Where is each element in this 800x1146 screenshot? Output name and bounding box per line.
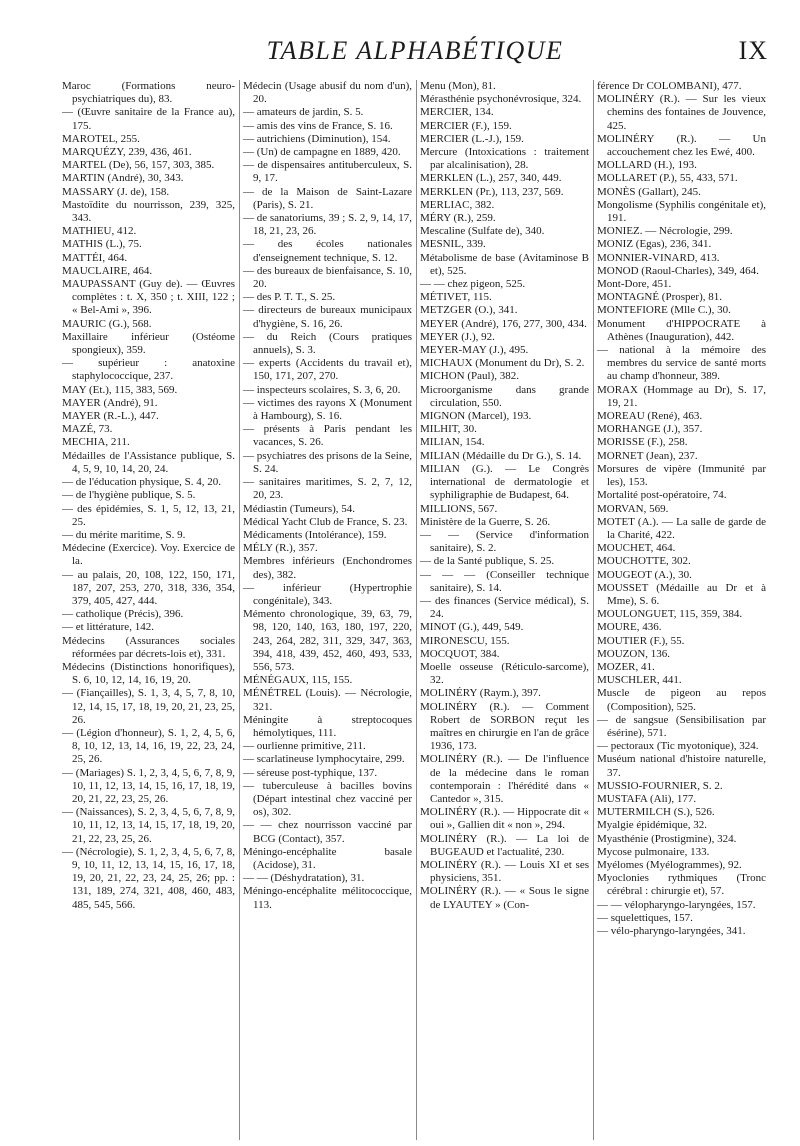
index-entry: Muséum national d'histoire naturelle, 37. [597,753,766,779]
index-entry: Myasthénie (Prostigmine), 324. [597,832,737,845]
index-entry: MORISSE (F.), 258. [597,436,688,449]
index-entry: Mortalité post-opératoire, 74. [597,489,727,502]
index-entry: Microorganisme dans grande circulation, 550. [420,383,589,409]
index-entry: MERCIER (F.), 159. [420,119,512,132]
index-entry: — des P. T. T., S. 25. [243,291,336,304]
index-entry: Mérasthénie psychonévrosique, 324. [420,93,582,106]
index-column-2 [239,80,416,1140]
index-entry: Maxillaire inférieur (Ostéome spongieux), 359. [62,330,235,357]
index-entry: MOUCHOTTE, 302. [597,555,691,568]
index-entry: — — chez nourrisson vacciné par BCG (Contact), 357. [243,819,412,845]
index-entry: Myélomes (Myélogrammes), 92. [597,858,742,871]
index-entry: MEYER (J.), 92. [420,330,495,343]
page-header [62,36,768,74]
index-entry: — — vélopharyngo-laryngées, 157. [597,898,756,911]
index-entry: Médailles de l'Assistance publique, S. 4, 5, 9, 10, 14, 20, 24. [62,449,235,475]
index-entry: — — (Déshydratation), 31. [243,872,365,885]
index-entry: MARTIN (André), 30, 343. [62,172,184,185]
index-entry: MOULONGUET, 115, 359, 384. [597,608,743,621]
index-entry: MAYER (André), 91. [62,396,158,409]
index-entry: MOLINÉRY (R.). — Hippocrate dit « oui », Gallien dit « non », 294. [420,806,589,832]
index-entry: Moelle osseuse (Réticulo-sarcome), 32. [420,660,589,687]
index-entry: MERCIER, 134. [420,106,494,119]
index-entry: MILHIT, 30. [420,423,477,436]
index-entry: MOURE, 436. [597,621,662,634]
index-entry: MOLINÉRY (Raym.), 397. [420,687,541,700]
index-entry: Mescaline (Sulfate de), 340. [420,225,545,238]
index-entry: MIRONESCU, 155. [420,634,510,647]
index-entry: Médecins (Distinctions honorifiques), S. 6, 10, 12, 14, 16, 19, 20. [62,660,235,687]
index-entry: MEYER-MAY (J.), 495. [420,344,529,357]
index-entry: MORHANGE (J.), 357. [597,423,703,436]
index-entry: — et littérature, 142. [62,621,154,634]
index-entry: MOLINÉRY (R.). — Louis XI et ses physiciens, 351. [420,858,589,885]
index-entry: — des finances (Service médical), S. 24. [420,594,589,621]
index-entry: férence Dr COLOMBANI), 477. [597,80,742,92]
index-entry: MAROTEL, 255. [62,132,140,145]
index-entry: — au palais, 20, 108, 122, 150, 171, 187, 207, 253, 270, 318, 336, 354, 379, 405, 427, 444. [62,568,235,607]
index-entry: MERKLEN (Pr.), 113, 237, 569. [420,185,564,198]
index-entry: Morsures de vipère (Immunité par les), 153. [597,462,766,489]
index-entry: — autrichiens (Diminution), 154. [243,132,391,145]
index-column-4 [593,80,770,1140]
index-entry: — scarlatineuse lymphocytaire, 299. [243,753,405,766]
index-entry: MAUCLAIRE, 464. [62,264,153,277]
index-entry: MÉLY (R.), 357. [243,542,318,555]
index-entry: — de sangsue (Sensibilisation par ésérine), 571. [597,713,766,739]
index-entry: Médecins (Assurances sociales réformées par décrets-lois et), 331. [62,634,235,660]
index-entry: — experts (Accidents du travail et), 150, 171, 207, 270. [243,357,412,383]
index-entry: MASSARY (J. de), 158. [62,185,170,198]
index-entry: Mongolisme (Syphilis congénitale et), 191. [597,198,766,225]
index-entry: — du Reich (Cours pratiques annuels), S. 3. [243,330,412,357]
index-entry: — — chez pigeon, 525. [420,278,526,291]
index-entry: — de l'hygiène publique, S. 5. [62,489,196,502]
index-entry: — — — (Conseiller technique sanitaire), S. 14. [420,568,589,594]
index-entry: — du mérite maritime, S. 9. [62,528,186,541]
index-entry: MONÈS (Gallart), 245. [597,185,701,198]
index-entry: Médicaments (Intolérance), 159. [243,528,387,541]
index-entry: MECHIA, 211. [62,436,130,449]
index-entry: — de la Maison de Saint-Lazare (Paris), S. 21. [243,185,412,211]
index-entry: MOCQUOT, 384. [420,647,500,660]
index-entry: MONTAGNÉ (Prosper), 81. [597,291,722,304]
index-entry: MOLINÉRY (R.). — La loi de BUGEAUD et l'actualité, 230. [420,832,589,858]
index-entry: — national à la mémoire des membres du service de santé morts au champ d'honneur, 389. [597,344,766,383]
index-entry: MICHON (Paul), 382. [420,370,519,383]
index-entry: Membres inférieurs (Enchondromes des), 382. [243,555,412,581]
index-entry: MILIAN, 154. [420,436,485,449]
index-entry: MOZER, 41. [597,660,655,673]
index-entry: MONIZ (Egas), 236, 341. [597,238,712,251]
index-entry: — directeurs de bureaux municipaux d'hygiène, S. 16, 26. [243,304,412,330]
index-entry: MOLINÉRY (R.). — Comment Robert de SORBON reçut les maîtres en chirurgie en l'an de grâce 1936, 173. [420,700,589,753]
index-entry: MEYER (André), 176, 277, 300, 434. [420,317,587,330]
index-entry: MERKLEN (L.), 257, 340, 449. [420,172,562,185]
index-entry: MERLIAC, 382. [420,198,495,211]
index-entry: Mémento chronologique, 39, 63, 79, 98, 120, 140, 163, 180, 197, 220, 243, 264, 282, 311, 329, 347, 363, 394, 418, 439, 452, 460, 493, 533, 556, 573. [243,608,412,673]
index-entry: MICHAUX (Monument du Dr), S. 2. [420,357,585,370]
index-entry: — (Naissances), S. 2, 3, 4, 5, 6, 7, 8, 9, 10, 11, 12, 13, 14, 15, 17, 18, 19, 20, 21, 22, 23, 25, 26. [62,806,235,845]
index-entry: Mercure (Intoxications : traitement par alcalinisation), 28. [420,146,589,172]
index-entry: MATHIS (L.), 75. [62,238,142,251]
index-entry: METZGER (O.), 341. [420,304,518,317]
index-entry: — ourlienne primitive, 211. [243,740,366,753]
index-entry: MÉNÉGAUX, 115, 155. [243,674,353,687]
index-entry: MOLINÉRY (R.). — De l'influence de la médecine dans le roman contemporain : l'hérédité dans « Cantedor », 315. [420,753,589,805]
index-entry: — des bureaux de bienfaisance, S. 10, 20. [243,264,412,291]
index-entry: Méningo-encéphalite basale (Acidose), 31. [243,845,412,871]
index-entry: — (Un) de campagne en 1889, 420. [243,146,401,159]
index-entry: — inspecteurs scolaires, S. 3, 6, 20. [243,383,401,396]
index-entry: Myoclonies rythmiques (Tronc cérébral : chirurgie et), 57. [597,872,766,898]
index-entry: — vélo-pharyngo-laryngées, 341. [597,925,746,937]
index-entry: Médical Yacht Club de France, S. 23. [243,515,408,528]
index-entry: MILLIONS, 567. [420,502,498,515]
index-entry: — de l'éducation physique, S. 4, 20. [62,476,222,489]
index-entry: Métabolisme de base (Avitaminose B et), 525. [420,251,589,277]
index-entry: MAZÉ, 73. [62,423,113,436]
index-entry: — de sanatoriums, 39 ; S. 2, 9, 14, 17, 18, 21, 23, 26. [243,212,412,238]
index-column-1 [62,80,239,1140]
index-entry: MOLINÉRY (R.). — Sur les vieux chemins des fontaines de Jouvence, 425. [597,93,766,132]
index-entry: MUSCHLER, 441. [597,674,682,687]
running-title: TABLE ALPHABÉTIQUE [266,36,564,65]
index-entry: Ministère de la Guerre, S. 26. [420,515,551,528]
index-entry: MARQUÉZY, 239, 436, 461. [62,146,192,159]
index-entry: — — (Service d'information sanitaire), S. 2. [420,528,589,555]
index-entry: MAURIC (G.), 568. [62,317,152,330]
index-entry: MONTEFIORE (Mlle C.), 30. [597,304,731,317]
index-entry: MONOD (Raoul-Charles), 349, 464. [597,264,759,277]
index-entry: MINOT (G.), 449, 549. [420,621,524,634]
index-entry: — (Fiançailles), S. 1, 3, 4, 5, 7, 8, 10, 12, 14, 15, 17, 18, 19, 20, 21, 23, 25, 26. [62,687,235,726]
index-entry: — catholique (Précis), 396. [62,608,184,621]
index-entry: MOUSSET (Médaille au Dr et à Mme), S. 6. [597,581,766,607]
index-entry: — des épidémies, S. 1, 5, 12, 13, 21, 25. [62,502,235,528]
index-column-3 [416,80,593,1140]
index-entry: — supérieur : anatoxine staphylococcique, 237. [62,357,235,383]
index-entry: MORVAN, 569. [597,502,669,515]
index-entry: — (Œuvre sanitaire de la France au), 175. [62,106,235,132]
index-entry: MONNIER-VINARD, 413. [597,251,720,264]
index-entry: — sanitaires maritimes, S. 2, 7, 12, 20, 23. [243,476,412,502]
index-entry: MILIAN (G.). — Le Congrès international de dermatologie et syphiligraphie de Budapest, 64. [420,462,589,502]
index-entry: MÉNÉTREL (Louis). — Nécrologie, 321. [243,687,412,713]
index-columns [62,80,770,1140]
index-entry: Méningo-encéphalite mélitococcique, 113. [243,885,412,911]
index-entry: — des écoles nationales d'enseignement technique, S. 12. [243,238,412,264]
index-entry: MATHIEU, 412. [62,225,137,238]
index-entry: MUTERMILCH (S.), 526. [597,806,715,819]
index-entry: — (Légion d'honneur), S. 1, 2, 4, 5, 6, 8, 10, 12, 13, 14, 16, 19, 22, 23, 24, 25, 26. [62,726,235,766]
index-entry: MOTET (A.). — La salle de garde de la Charité, 422. [597,515,766,541]
index-entry: Mont-Dore, 451. [597,278,672,291]
index-entry: MOLINÉRY (R.). — « Sous le signe de LYAUTEY » (Con- [420,885,589,911]
index-entry: MOUZON, 136. [597,647,671,660]
index-entry: MIGNON (Marcel), 193. [420,410,532,423]
index-entry: — tuberculeuse à bacilles bovins (Départ intestinal chez vacciné per os), 302. [243,779,412,819]
index-entry: MERCIER (L.-J.), 159. [420,132,524,145]
index-entry: Muscle de pigeon au repos (Composition), 525. [597,687,766,713]
index-entry: — victimes des rayons X (Monument à Hambourg), S. 16. [243,396,412,423]
index-entry: MOUGEOT (A.), 30. [597,568,692,581]
index-entry: — présents à Paris pendant les vacances, S. 26. [243,423,412,449]
index-entry: MATTÉI, 464. [62,251,128,264]
index-entry: Médiastin (Tumeurs), 54. [243,502,356,515]
index-entry: — amateurs de jardin, S. 5. [243,106,364,119]
index-entry: — squelettiques, 157. [597,911,693,924]
index-entry: MOLINÉRY (R.). — Un accouchement chez les Ewé, 400. [597,132,766,159]
index-entry: — de la Santé publique, S. 25. [420,555,555,568]
index-entry: — de dispensaires antituberculeux, S. 9, 17. [243,159,412,185]
index-entry: — inférieur (Hypertrophie congénitale), 343. [243,581,412,607]
index-entry: Maroc (Formations neuro-psychiatriques du), 83. [62,80,235,106]
index-entry: — amis des vins de France, S. 16. [243,119,393,132]
index-entry: MÉRY (R.), 259. [420,212,496,225]
index-entry: MAY (Et.), 115, 383, 569. [62,383,178,396]
index-entry: MONIEZ. — Nécrologie, 299. [597,225,733,238]
index-entry: Médecine (Exercice). Voy. Exercice de la. [62,542,235,568]
index-entry: — (Mariages) S. 1, 2, 3, 4, 5, 6, 7, 8, 9, 10, 11, 12, 13, 14, 15, 16, 17, 18, 19, 20, 21, 22, 23, 25, 26. [62,766,235,805]
page-number: IX [738,36,768,65]
index-entry: Mastoïdite du nourrisson, 239, 325, 343. [62,198,235,225]
index-entry: MUSSIO-FOURNIER, S. 2. [597,779,723,792]
index-entry: MOUCHET, 464. [597,542,676,555]
index-entry: MARTEL (De), 56, 157, 303, 385. [62,159,215,172]
index-entry: — (Nécrologie), S. 1, 2, 3, 4, 5, 6, 7, 8, 9, 10, 11, 12, 13, 14, 15, 16, 17, 18, 19, 20, 21, 22, 23, 24, 25, 26; pp. : 131, 189, 274, 321, 408, 460, 483, 485, 545, 566. [62,845,235,911]
index-entry: MUSTAFA (Ali), 177. [597,792,697,805]
index-entry: — pectoraux (Tic myotonique), 324. [597,740,759,753]
index-entry: MAYER (R.-L.), 447. [62,410,159,423]
index-entry: MOUTIER (F.), 55. [597,634,685,647]
index-entry: MORNET (Jean), 237. [597,449,698,462]
index-entry: Méningite à streptocoques hémolytiques, 111. [243,713,412,739]
index-entry: MOREAU (René), 463. [597,410,703,423]
index-entry: MORAX (Hommage au Dr), S. 17, 19, 21. [597,383,766,409]
index-entry: MILIAN (Médaille du Dr G.), S. 14. [420,449,582,462]
index-entry: MOLLARET (P.), 55, 433, 571. [597,172,738,185]
index-entry: MÉTIVET, 115. [420,291,492,304]
index-entry: Monument d'HIPPOCRATE à Athènes (Inauguration), 442. [597,317,766,343]
index-entry: Médecin (Usage abusif du nom d'un), 20. [243,80,412,106]
index-entry: MESNIL, 339. [420,238,486,251]
index-entry: Mycose pulmonaire, 133. [597,845,710,858]
index-entry: Menu (Mon), 81. [420,80,496,92]
index-entry: Myalgie épidémique, 32. [597,819,707,832]
index-entry: — psychiatres des prisons de la Seine, S. 24. [243,449,412,475]
index-entry: MAUPASSANT (Guy de). — Œuvres complètes : t. X, 350 ; t. XIII, 122 ; « Bel-Ami », 396. [62,278,235,317]
index-entry: — séreuse post-typhique, 137. [243,766,378,779]
index-entry: MOLLARD (H.), 193. [597,159,697,172]
